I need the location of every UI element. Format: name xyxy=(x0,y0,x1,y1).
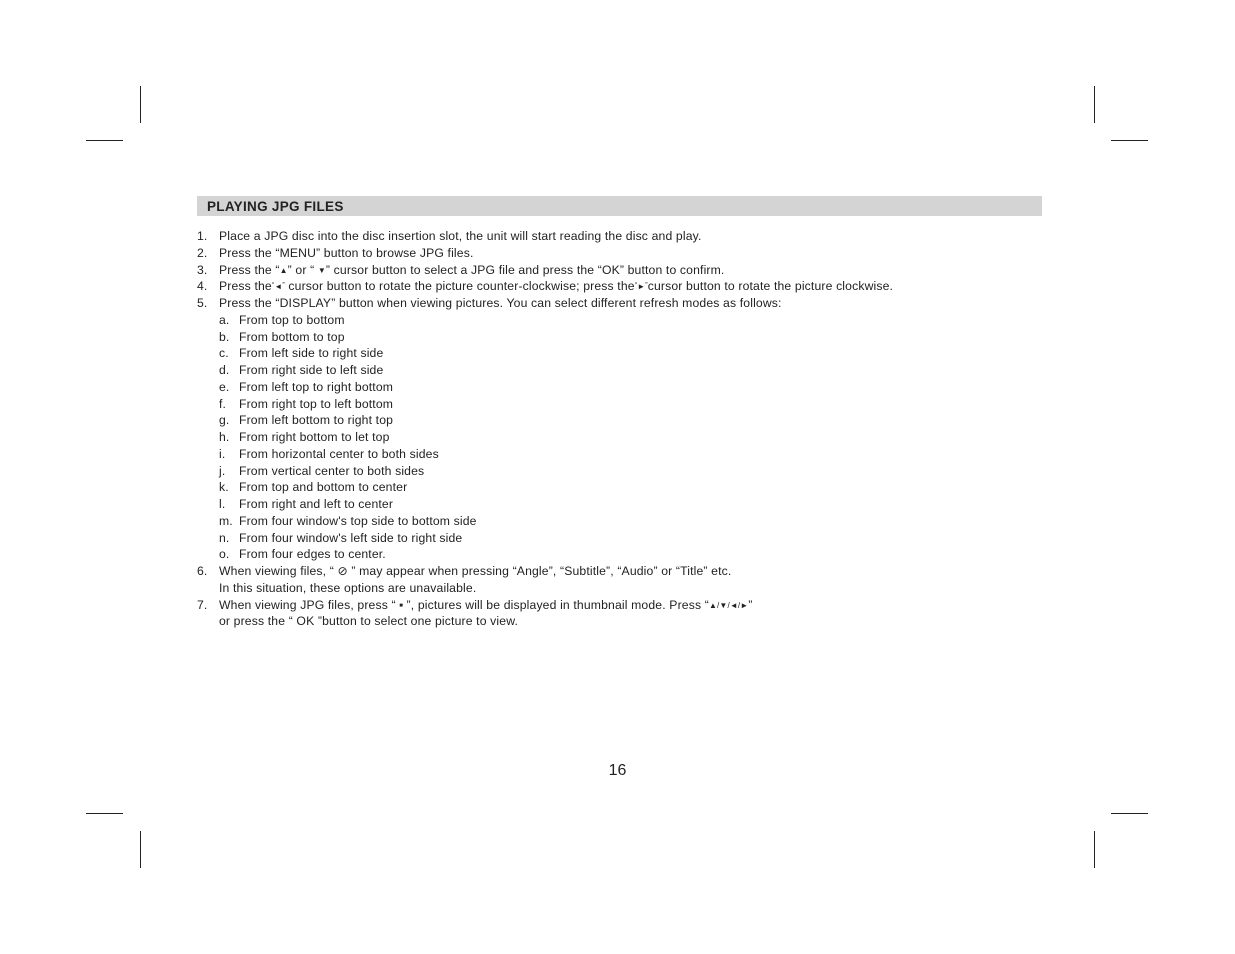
crop-mark-bottom-right-vertical xyxy=(1094,831,1095,868)
instructions-list xyxy=(197,228,1057,630)
section-title: PLAYING JPG FILES xyxy=(207,199,344,214)
refresh-mode-letter: n. xyxy=(219,530,230,545)
step-text: or press the “ OK ”button to select one picture to view. xyxy=(219,614,519,629)
step-text-part: ” may appear when pressing “Angle”, “Subtitle”, “Audio” or “Title” etc. xyxy=(347,564,732,578)
step-number: 4. xyxy=(197,279,208,294)
crop-mark-bottom-left-vertical xyxy=(140,831,141,868)
refresh-mode-text: From top and bottom to center xyxy=(239,480,408,495)
refresh-mode-text: From bottom to top xyxy=(239,329,345,344)
close-quote: ” xyxy=(282,282,285,290)
crop-mark-top-left-horizontal xyxy=(86,140,123,141)
step-text: Press the “DISPLAY” button when viewing pictures. You can select different refresh modes as follows: xyxy=(219,296,782,310)
left-arrow-icon: ◄ xyxy=(274,282,283,292)
step-text-part: When viewing files, “ xyxy=(219,564,338,578)
refresh-mode-item xyxy=(197,429,1057,446)
step-text xyxy=(219,597,753,615)
close-quote: ” xyxy=(645,282,648,290)
refresh-mode-letter: j. xyxy=(219,463,226,478)
refresh-mode-letter: h. xyxy=(219,430,230,444)
step-number: 1. xyxy=(197,229,208,243)
refresh-mode-item xyxy=(197,513,1057,530)
refresh-mode-item xyxy=(197,379,1057,396)
step-text xyxy=(219,563,731,580)
step-5 xyxy=(197,295,1057,312)
step-6-continuation xyxy=(197,580,1057,597)
step-7 xyxy=(197,597,1057,614)
refresh-mode-letter: d. xyxy=(219,363,230,377)
step-text xyxy=(219,262,724,280)
open-quote: “ xyxy=(271,282,275,290)
refresh-modes-list xyxy=(197,312,1057,563)
refresh-mode-item xyxy=(197,396,1057,413)
step-2 xyxy=(197,245,1057,262)
crop-mark-bottom-right-horizontal xyxy=(1111,813,1148,814)
refresh-mode-text: From four edges to center. xyxy=(239,547,386,562)
step-text: Place a JPG disc into the disc insertion slot, the unit will start reading the disc and play. xyxy=(219,229,702,243)
refresh-mode-text: From left top to right bottom xyxy=(239,379,394,394)
open-quote: “ xyxy=(634,282,638,290)
refresh-mode-item xyxy=(197,496,1057,513)
step-number: 5. xyxy=(197,296,208,310)
refresh-mode-text: From right and left to center xyxy=(239,497,394,511)
refresh-mode-item xyxy=(197,463,1057,480)
crop-mark-top-right-horizontal xyxy=(1111,140,1148,141)
crop-mark-top-left-vertical xyxy=(140,86,141,123)
step-3 xyxy=(197,262,1057,279)
refresh-mode-letter: c. xyxy=(219,346,229,361)
crop-mark-top-right-vertical xyxy=(1094,86,1095,123)
step-text-part: Press the xyxy=(219,279,272,294)
refresh-mode-item xyxy=(197,362,1057,379)
step-text: In this situation, these options are unavailable. xyxy=(219,580,477,595)
refresh-mode-letter: i. xyxy=(219,446,226,461)
refresh-mode-item xyxy=(197,329,1057,346)
refresh-mode-letter: o. xyxy=(219,547,230,562)
refresh-mode-item xyxy=(197,479,1057,496)
refresh-mode-item xyxy=(197,546,1057,563)
crop-mark-bottom-left-horizontal xyxy=(86,813,123,814)
step-1 xyxy=(197,228,1057,245)
step-number: 7. xyxy=(197,597,208,612)
up-arrow-icon: ▲ xyxy=(279,265,288,275)
refresh-mode-item xyxy=(197,312,1057,329)
right-arrow-icon: ► xyxy=(637,282,646,292)
step-6 xyxy=(197,563,1057,580)
refresh-mode-text: From right bottom to let top xyxy=(239,430,390,444)
refresh-mode-item xyxy=(197,412,1057,429)
step-text: Press the “MENU” button to browse JPG files. xyxy=(219,245,474,260)
refresh-mode-item xyxy=(197,446,1057,463)
step-text-part: cursor button to rotate the picture counter-clockwise; press the xyxy=(284,279,635,294)
refresh-mode-text: From top to bottom xyxy=(239,312,345,327)
step-text-part: ” xyxy=(748,597,753,612)
refresh-mode-letter: f. xyxy=(219,396,227,411)
step-text-part: ”, pictures will be displayed in thumbnail mode. Press “ xyxy=(403,597,709,612)
refresh-mode-letter: a. xyxy=(219,312,230,327)
no-entry-icon: ⊘ xyxy=(337,564,348,578)
down-arrow-icon: ▼ xyxy=(317,265,326,275)
refresh-mode-text: From left bottom to right top xyxy=(239,413,394,428)
refresh-mode-text: From four window's left side to right side xyxy=(239,530,463,545)
step-number: 2. xyxy=(197,245,208,260)
stop-icon: ■ xyxy=(399,602,404,609)
section-header-bar xyxy=(197,196,1042,216)
step-text-part: cursor button to rotate the picture clockwise. xyxy=(647,279,894,294)
refresh-mode-letter: k. xyxy=(219,480,229,495)
step-text-part: Press the “ xyxy=(219,262,280,277)
refresh-mode-item xyxy=(197,530,1057,547)
refresh-mode-letter: e. xyxy=(219,379,230,394)
step-number: 3. xyxy=(197,262,208,277)
refresh-mode-text: From right side to left side xyxy=(239,363,384,377)
step-4 xyxy=(197,278,1057,295)
step-text xyxy=(219,278,893,296)
refresh-mode-letter: b. xyxy=(219,329,230,344)
refresh-mode-text: From vertical center to both sides xyxy=(239,463,425,478)
direction-arrows-icon: ▲/▼/◄/► xyxy=(708,600,749,610)
refresh-mode-text: From four window's top side to bottom side xyxy=(239,513,477,528)
refresh-mode-item xyxy=(197,345,1057,362)
step-text-part: When viewing JPG files, press “ xyxy=(219,597,400,612)
page-number: 16 xyxy=(608,762,627,779)
refresh-mode-letter: l. xyxy=(219,497,226,511)
refresh-mode-letter: g. xyxy=(219,413,230,428)
step-number: 6. xyxy=(197,564,208,578)
refresh-mode-text: From horizontal center to both sides xyxy=(239,446,439,461)
refresh-mode-text: From left side to right side xyxy=(239,346,384,361)
step-text-part: ” or “ xyxy=(287,262,318,277)
step-text-part: ” cursor button to select a JPG file and press the “OK” button to confirm. xyxy=(325,262,725,277)
refresh-mode-letter: m. xyxy=(219,513,233,528)
refresh-mode-text: From right top to left bottom xyxy=(239,396,394,411)
step-7-continuation xyxy=(197,613,1057,630)
